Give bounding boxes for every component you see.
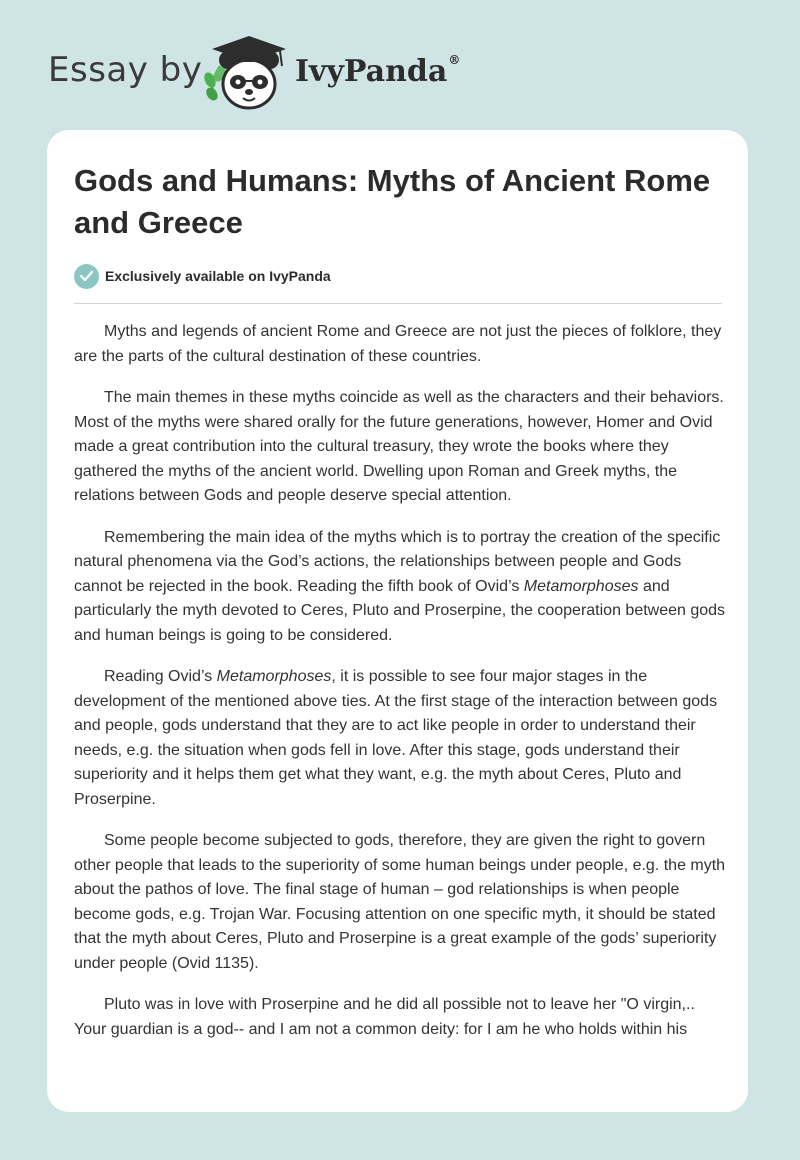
divider: [74, 303, 722, 304]
essay-body: [74, 320, 726, 1059]
paragraph: Reading Ovid’s Metamorphoses, it is possible to see four major stages in the development of the mentioned above ties. At the first stage of the interaction between gods and people, gods understand that they are to act like people in order to understand their needs, e.g. the situation when gods fell in love. After this stage, gods understand their superiority and it helps them get what they want, e.g. the myth about Ceres, Pluto and Proserpine.: [74, 668, 718, 808]
check-circle-icon: [74, 264, 99, 289]
site-header: [0, 0, 800, 130]
paragraph: The main themes in these myths coincide as well as the characters and their behaviors. Most of the myths were shared orally for the future generations, however, Homer and Ovid made a great contribution into the cultural treasury, they wrote the books where they gathered the myths of the ancient world. Dwelling upon Roman and Greek myths, the relations between Gods and people deserve special attention.: [74, 389, 724, 504]
paragraph: Myths and legends of ancient Rome and Greece are not just the pieces of folklore, they are the parts of the cultural destination of these countries.: [74, 323, 722, 365]
exclusive-badge-label: Exclusively available on IvyPanda: [105, 268, 331, 284]
essay-title: Gods and Humans: Myths of Ancient Rome and Greece: [74, 163, 711, 240]
essay-card: [47, 130, 748, 1112]
paragraph: Remembering the main idea of the myths which is to portray the creation of the specific natural phenomena via the God’s actions, the relationships between people and Gods cannot be rejected in the book. Reading the fifth book of Ovid’s Metamorphoses and particularly the myth devoted to Ceres, Pluto and Proserpine, the cooperation between gods and human beings is going to be considered.: [74, 528, 726, 644]
book-title: Metamorphoses: [523, 577, 639, 595]
panda-graduate-icon[interactable]: [200, 34, 295, 112]
registered-mark: ®: [448, 53, 461, 67]
essay-by-label: Essay by: [48, 50, 203, 90]
paragraph: Some people become subjected to gods, therefore, they are given the right to govern other people that leads to the superiority of some human beings under people, e.g. the myth about the pathos of love. The final stage of human – god relationships is when people become gods, e.g. Trojan War. Focusing attention on one specific myth, it should be stated that the myth about Ceres, Pluto and Proserpine is a great example of the gods’ superiority under people (Ovid 1135).: [74, 832, 726, 972]
paragraph: Pluto was in love with Proserpine and he did all possible not to leave her "O virgin,.. Your guardian is a god-- and I am not a common deity: for I am he who holds within his: [74, 996, 695, 1038]
book-title: Metamorphoses: [216, 668, 332, 685]
exclusive-badge: [74, 263, 331, 289]
brand-name[interactable]: IvyPanda®: [295, 53, 461, 89]
